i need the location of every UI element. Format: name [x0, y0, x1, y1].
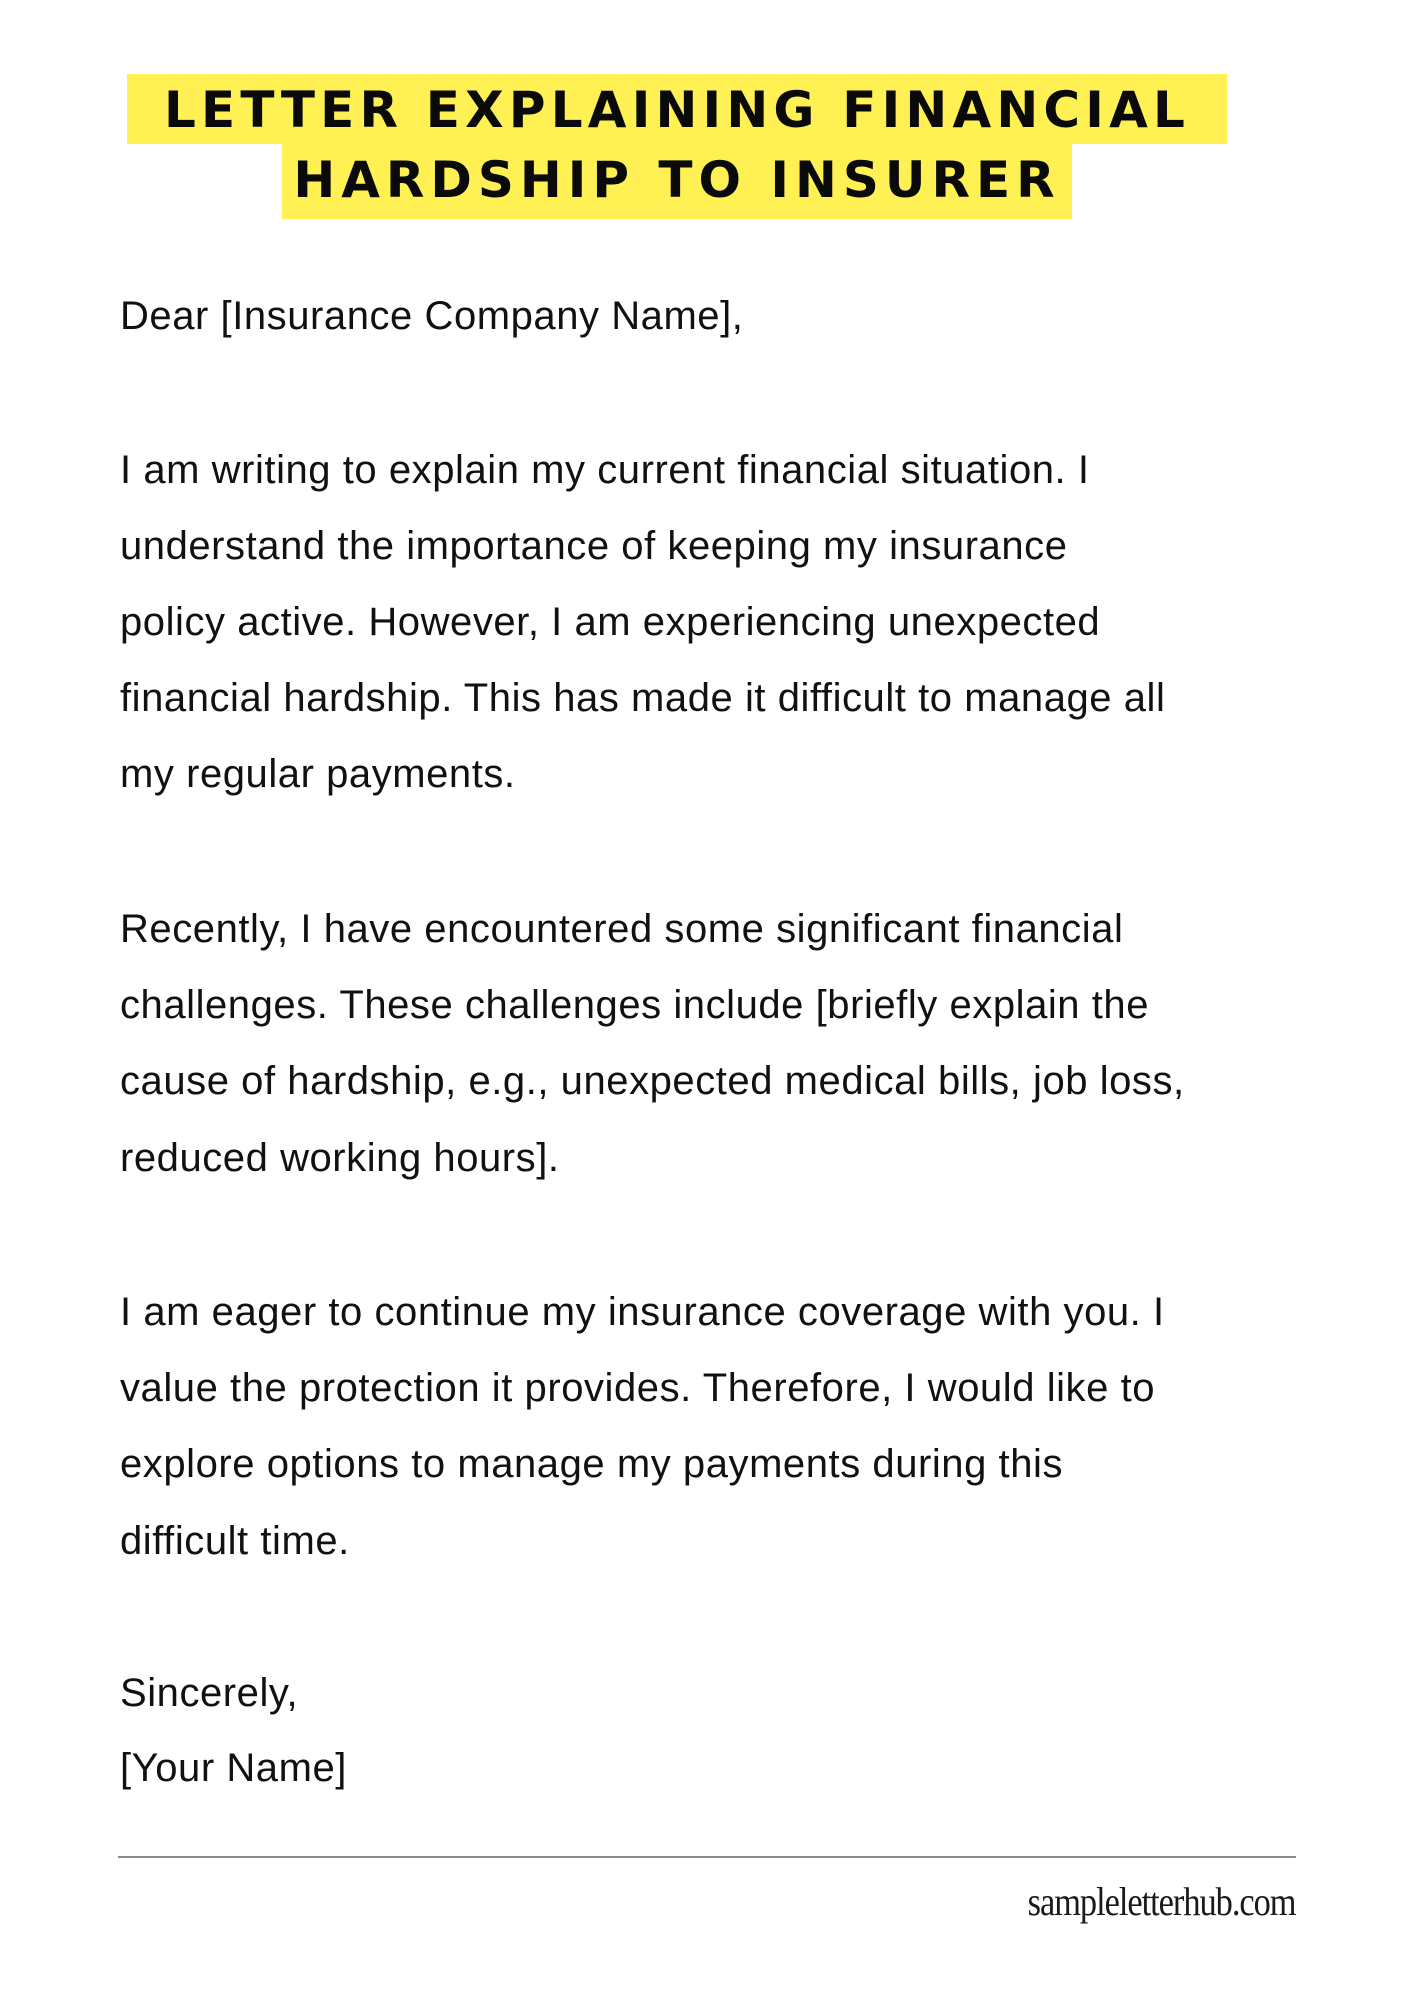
footer-site-name: sampleletterhub.com: [1028, 1879, 1296, 1924]
paragraph-line: financial hardship. This has made it difficult to manage all: [120, 676, 1166, 720]
closing: Sincerely,: [120, 1671, 299, 1715]
signature: [Your Name]: [120, 1746, 347, 1790]
title-line-1: [127, 74, 1227, 144]
paragraph-line: understand the importance of keeping my insurance: [120, 524, 1068, 568]
salutation: Dear [Insurance Company Name],: [120, 294, 744, 338]
page-title-part-1: LETTER EXPLAINING FINANCIAL: [163, 81, 1191, 139]
paragraph-line: I am writing to explain my current financial situation. I: [120, 448, 1090, 492]
title-line-2: [282, 143, 1072, 219]
paragraph-line: cause of hardship, e.g., unexpected medical bills, job loss,: [120, 1059, 1185, 1103]
paragraph-line: value the protection it provides. Therefore, I would like to: [120, 1366, 1156, 1410]
footer-divider: [118, 1856, 1296, 1858]
paragraph-line: Recently, I have encountered some significant financial: [120, 907, 1124, 951]
page-title-part-2: HARDSHIP TO INSURER: [293, 151, 1061, 209]
paragraph-line: difficult time.: [120, 1519, 350, 1563]
paragraph-line: reduced working hours].: [120, 1136, 560, 1180]
paragraph-line: explore options to manage my payments during this: [120, 1442, 1064, 1486]
paragraph-line: my regular payments.: [120, 752, 516, 796]
paragraph-line: I am eager to continue my insurance coverage with you. I: [120, 1290, 1165, 1334]
paragraph-line: policy active. However, I am experiencing unexpected: [120, 600, 1101, 644]
paragraph-line: challenges. These challenges include [briefly explain the: [120, 983, 1150, 1027]
